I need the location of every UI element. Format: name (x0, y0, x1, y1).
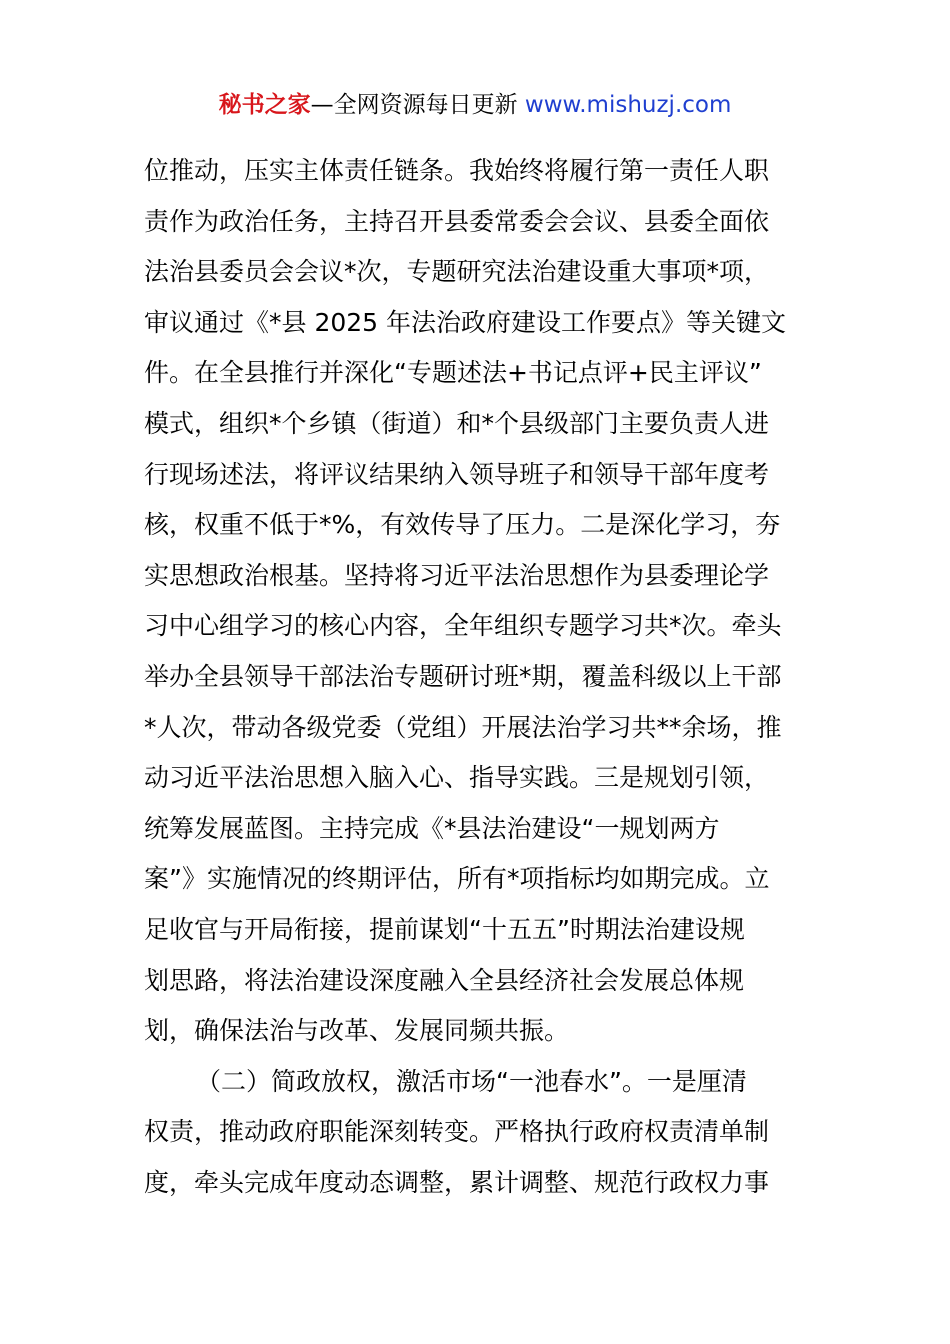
paragraph-line: 实思想政治根基。坚持将习近平法治思想作为县委理论学 (144, 560, 770, 590)
paragraph-line: 责作为政治任务，主持召开县委常委会会议、县委全面依 (144, 206, 770, 236)
paragraph-line: 审议通过《*县 2025 年法治政府建设工作要点》等关键文 (144, 307, 787, 337)
paragraph-line: 习中心组学习的核心内容，全年组织专题学习共*次。牵头 (144, 611, 782, 641)
paragraph-line: 模式，组织*个乡镇（街道）和*个县级部门主要负责人进 (144, 408, 770, 438)
paragraph-line: 足收官与开局衔接，提前谋划“十五五”时期法治建设规 (144, 914, 745, 944)
document-body (144, 146, 824, 1208)
paragraph-line: *人次，带动各级党委（党组）开展法治学习共**余场，推 (144, 712, 782, 742)
site-url-link[interactable]: www.mishuzj.com (524, 92, 732, 118)
paragraph-line: 划，确保法治与改革、发展同频共振。 (144, 1016, 570, 1046)
brand-name: 秘书之家 (218, 92, 311, 118)
paragraph-line: 举办全县领导干部法治专题研讨班*期，覆盖科级以上干部 (144, 661, 782, 691)
paragraph-line: 件。在全县推行并深化“专题述法+书记点评+民主评议” (144, 358, 762, 388)
section-heading-line: （二）简政放权，激活市场“一池春水”。一是厘清 (196, 1066, 747, 1096)
paragraph-line: 案”》实施情况的终期评估，所有*项指标均如期完成。立 (144, 864, 770, 894)
paragraph-line: 行现场述法，将评议结果纳入领导班子和领导干部年度考 (144, 459, 770, 489)
paragraph-line: 度，牵头完成年度动态调整，累计调整、规范行政权力事 (144, 1167, 770, 1197)
paragraph-line: 统筹发展蓝图。主持完成《*县法治建设“一规划两方 (144, 813, 720, 843)
paragraph-line: 动习近平法治思想入脑入心、指导实践。三是规划引领， (144, 763, 770, 793)
page-header (0, 88, 950, 122)
paragraph-line: 法治县委员会会议*次，专题研究法治建设重大事项*项， (144, 257, 770, 287)
paragraph-line: 划思路，将法治建设深度融入全县经济社会发展总体规 (144, 965, 745, 995)
header-tagline: —全网资源每日更新 (310, 92, 525, 118)
paragraph-line: 核，权重不低于*%，有效传导了压力。二是深化学习，夯 (144, 510, 781, 540)
paragraph-line: 权责，推动政府职能深刻转变。严格执行政府权责清单制 (144, 1117, 770, 1147)
paragraph-line: 位推动，压实主体责任链条。我始终将履行第一责任人职 (144, 156, 770, 185)
